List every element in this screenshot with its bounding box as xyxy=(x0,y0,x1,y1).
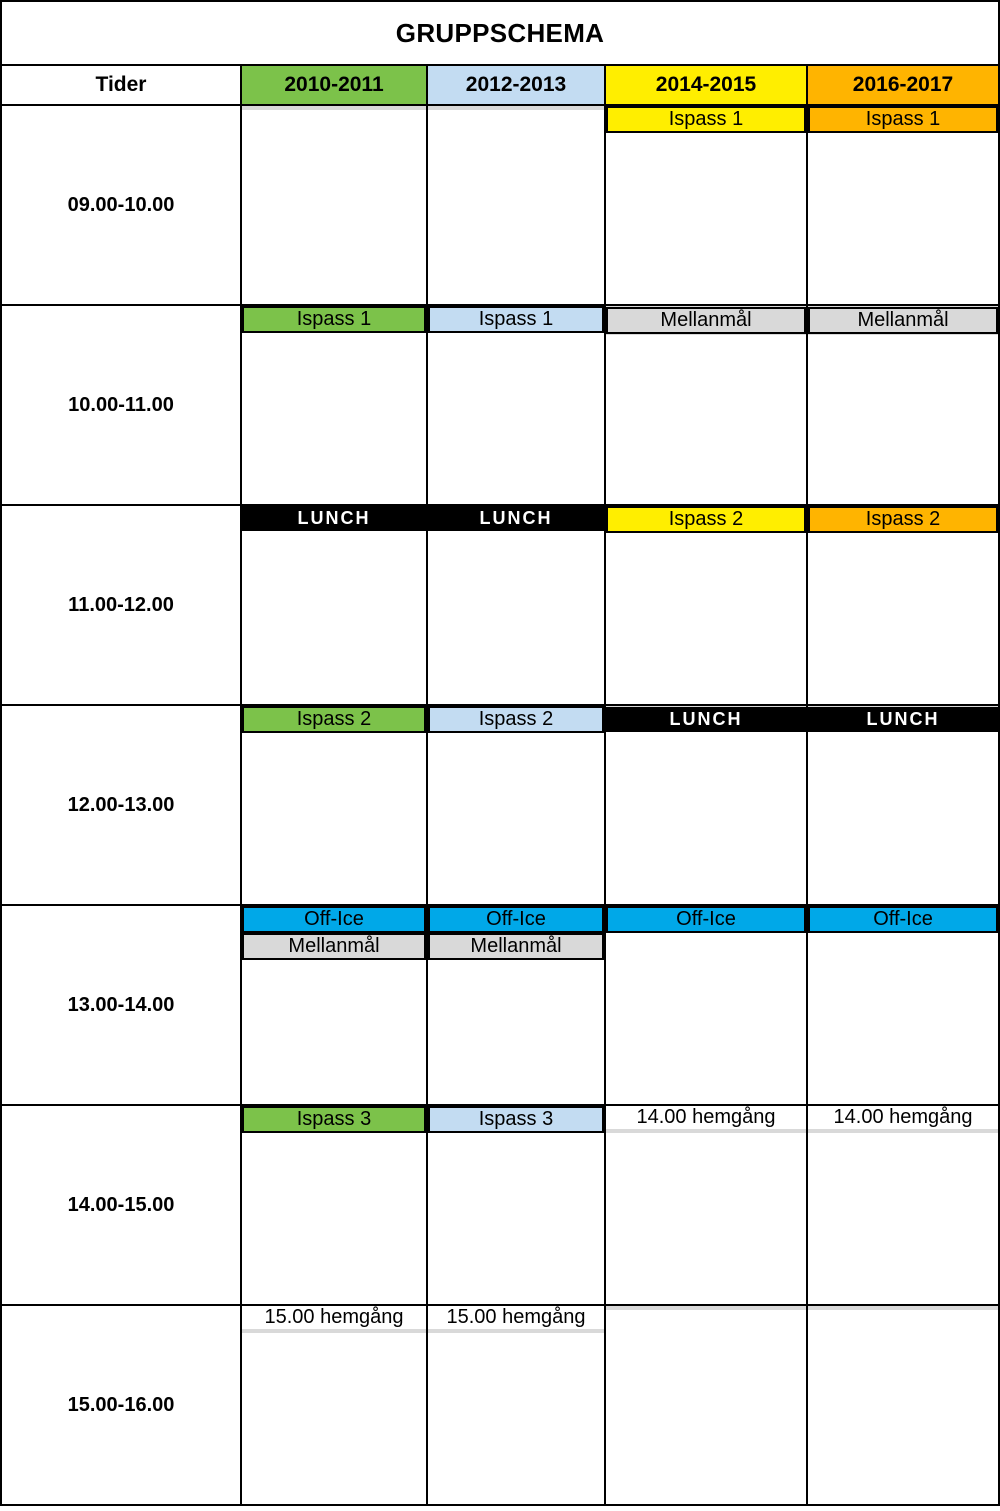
schedule-cell xyxy=(427,305,605,505)
lunch-block: LUNCH xyxy=(242,506,426,531)
lunch-block: LUNCH xyxy=(606,707,806,732)
time-label: 15.00-16.00 xyxy=(1,1305,241,1505)
schedule-cell xyxy=(241,1105,427,1305)
table-row xyxy=(1,905,999,1105)
lunch-block: LUNCH xyxy=(808,707,998,732)
table-row xyxy=(1,1305,999,1505)
activity-block: Ispass 2 xyxy=(242,706,426,733)
table-row xyxy=(1,705,999,905)
schedule-cell xyxy=(807,305,999,505)
activity-block: Ispass 2 xyxy=(428,706,604,733)
schedule-cell xyxy=(241,305,427,505)
activity-block: Ispass 3 xyxy=(428,1106,604,1133)
schedule-cell xyxy=(605,905,807,1105)
activity-block: Ispass 1 xyxy=(428,306,604,333)
page-title: GRUPPSCHEMA xyxy=(1,1,999,65)
time-label: 09.00-10.00 xyxy=(1,105,241,305)
snack-block: Mellanmål xyxy=(428,933,604,960)
column-header-group-2: 2012-2013 xyxy=(427,65,605,105)
schedule-cell xyxy=(807,1105,999,1305)
time-label: 14.00-15.00 xyxy=(1,1105,241,1305)
column-header-time: Tider xyxy=(1,65,241,105)
activity-block: Ispass 3 xyxy=(242,1106,426,1133)
schedule-cell xyxy=(427,105,605,305)
table-row xyxy=(1,1105,999,1305)
activity-block: Mellanmål xyxy=(808,307,998,334)
snack-block: Mellanmål xyxy=(242,933,426,960)
activity-block: Off-Ice xyxy=(606,906,806,933)
time-label: 12.00-13.00 xyxy=(1,705,241,905)
column-header-group-4: 2016-2017 xyxy=(807,65,999,105)
schedule-cell xyxy=(605,105,807,305)
note-text: 14.00 hemgång xyxy=(606,1106,806,1130)
schedule-cell xyxy=(807,1305,999,1505)
activity-block: Ispass 1 xyxy=(606,106,806,133)
schedule-cell xyxy=(605,305,807,505)
schedule-cell xyxy=(605,705,807,905)
schedule-cell xyxy=(427,905,605,1105)
schedule-cell xyxy=(605,505,807,705)
time-label: 10.00-11.00 xyxy=(1,305,241,505)
schedule-cell xyxy=(241,705,427,905)
table-row xyxy=(1,305,999,505)
column-header-group-3: 2014-2015 xyxy=(605,65,807,105)
table-row xyxy=(1,105,999,305)
activity-block: Ispass 1 xyxy=(242,306,426,333)
column-header-group-1: 2010-2011 xyxy=(241,65,427,105)
schedule-cell xyxy=(241,505,427,705)
schedule-cell xyxy=(807,105,999,305)
schedule-cell xyxy=(807,705,999,905)
schedule-cell xyxy=(605,1105,807,1305)
note-text: 15.00 hemgång xyxy=(428,1306,604,1330)
schedule-cell xyxy=(427,1105,605,1305)
lunch-block: LUNCH xyxy=(428,506,604,531)
schedule-cell xyxy=(241,905,427,1105)
activity-block: Ispass 2 xyxy=(808,506,998,533)
schedule-cell xyxy=(807,905,999,1105)
schedule-cell xyxy=(427,1305,605,1505)
activity-block: Ispass 2 xyxy=(606,506,806,533)
header-row xyxy=(1,65,999,105)
schedule-cell xyxy=(605,1305,807,1505)
activity-block: Off-Ice xyxy=(428,906,604,933)
activity-block: Off-Ice xyxy=(242,906,426,933)
activity-block: Ispass 1 xyxy=(808,106,998,133)
schedule-cell xyxy=(241,1305,427,1505)
schedule-cell xyxy=(807,505,999,705)
activity-block: Mellanmål xyxy=(606,307,806,334)
time-label: 13.00-14.00 xyxy=(1,905,241,1105)
schedule-cell xyxy=(427,505,605,705)
activity-block: Off-Ice xyxy=(808,906,998,933)
schedule-cell xyxy=(241,105,427,305)
note-text: 15.00 hemgång xyxy=(242,1306,426,1330)
time-label: 11.00-12.00 xyxy=(1,505,241,705)
note-text: 14.00 hemgång xyxy=(808,1106,998,1130)
table-row xyxy=(1,505,999,705)
title-row xyxy=(1,1,999,65)
schedule-cell xyxy=(427,705,605,905)
